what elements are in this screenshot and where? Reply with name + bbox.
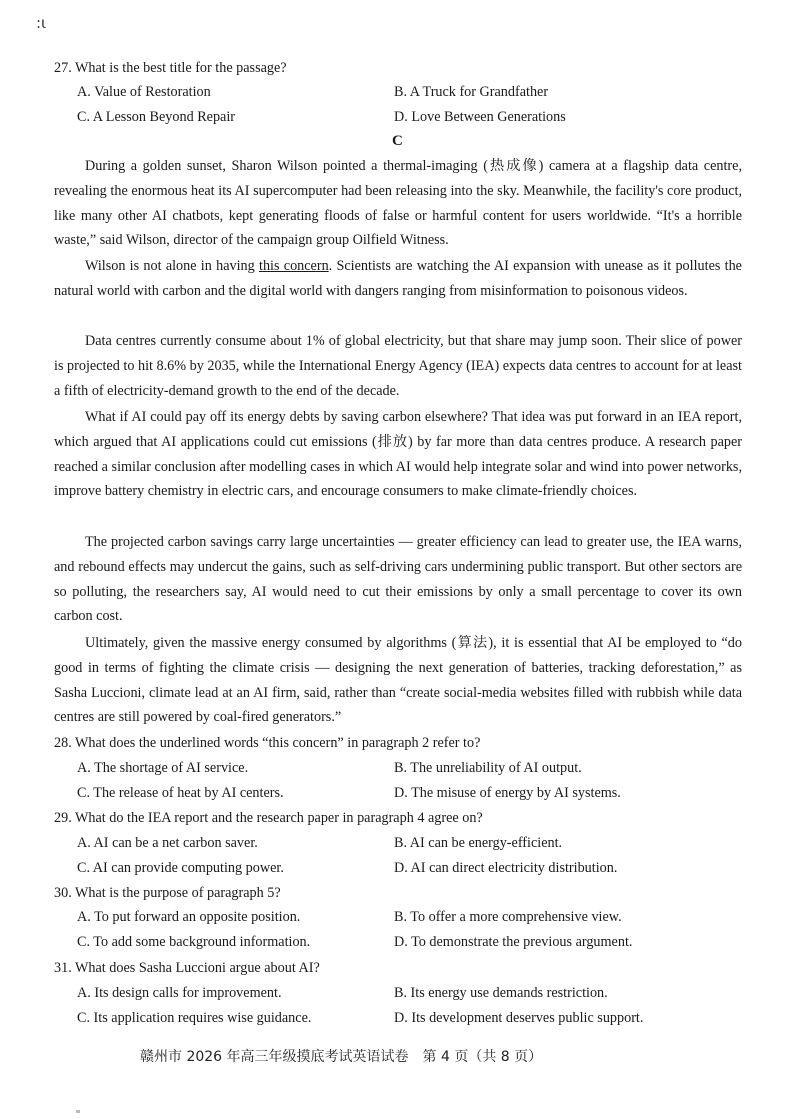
question-28: 28. What does the underlined words “this concern” in paragraph 2 refer to? (54, 735, 481, 751)
q28-option-d: D. The misuse of energy by AI systems. (394, 785, 621, 801)
q30-option-c: C. To add some background information. (77, 934, 311, 950)
q31-option-b: B. Its energy use demands restriction. (394, 985, 608, 1001)
question-29: 29. What do the IEA report and the research paper in paragraph 4 agree on? (54, 810, 483, 826)
question-27: 27. What is the best title for the passage? (54, 60, 287, 76)
q29-option-b: B. AI can be energy-efficient. (394, 835, 563, 851)
q30-option-d: D. To demonstrate the previous argument. (394, 934, 633, 950)
q31-option-c: C. Its application requires wise guidance. (77, 1010, 312, 1026)
handwritten-mark: :ι (36, 14, 47, 32)
passage-paragraph-3: Data centres currently consume about 1% of global electricity, but that share may jump soon. Their slice of power is projected to hit 8.6% by 2035, while the International Energy Agency (IEA) expects data centres to account for at least a fifth of electricity-demand growth to the end of the decade. (54, 333, 742, 399)
q29-option-d: D. AI can direct electricity distribution. (394, 860, 618, 876)
q30-option-a: A. To put forward an opposite position. (77, 909, 301, 925)
q28-option-b: B. The unreliability of AI output. (394, 760, 582, 776)
question-31: 31. What does Sasha Luccioni argue about AI? (54, 960, 320, 976)
q29-option-a: A. AI can be a net carbon saver. (77, 835, 258, 851)
q29-option-c: C. AI can provide computing power. (77, 860, 284, 876)
q31-option-a: A. Its design calls for improvement. (77, 985, 282, 1001)
question-30: 30. What is the purpose of paragraph 5? (54, 885, 281, 901)
p2-text-before: Wilson is not alone in having (85, 258, 259, 274)
passage-paragraph-6: Ultimately, given the massive energy consumed by algorithms (算法), it is essential that AI be employed to “do good in terms of fighting the climate crisis — designing the next generation of batteries, tracking deforestation,” as Sasha Luccioni, climate lead at an AI firm, said, rather than “create social-media websites filled with rubbish while data centres are still powered by coal-fired generators.” (54, 635, 742, 726)
passage-paragraph-2 (54, 254, 742, 304)
passage-paragraph-1: During a golden sunset, Sharon Wilson pointed a thermal-imaging (热成像) camera at a flagship data centre, revealing the enormous heat its AI supercomputer had been releasing into the sky. Meanwhile, the facility's core product, like many other AI chatbots, kept generating floods of false or harmful content for users worldwide. “It's a horrible waste,” said Wilson, director of the campaign group Oilfield Witness. (54, 158, 742, 249)
passage-paragraph-5: The projected carbon savings carry large uncertainties — greater efficiency can lead to greater use, the IEA warns, and rebound effects may undercut the gains, such as self-driving cars undermining public transport. But other sectors are so polluting, the researchers say, AI would need to cut their emissions by only a small percentage to cover its own carbon cost. (54, 534, 742, 625)
q28-option-c: C. The release of heat by AI centers. (77, 785, 284, 801)
q28-option-a: A. The shortage of AI service. (77, 760, 249, 776)
q31-option-d: D. Its development deserves public support. (394, 1010, 644, 1026)
q30-option-b: B. To offer a more comprehensive view. (394, 909, 622, 925)
q27-option-c: C. A Lesson Beyond Repair (77, 109, 236, 125)
page-footer: 赣州市 2026 年高三年级摸底考试英语试卷 第 4 页（共 8 页） (140, 1049, 543, 1065)
underlined-phrase: this concern (259, 258, 329, 274)
q27-option-a: A. Value of Restoration (77, 84, 211, 100)
q27-option-d: D. Love Between Generations (394, 109, 566, 125)
passage-paragraph-4: What if AI could pay off its energy debts by saving carbon elsewhere? That idea was put forward in an IEA report, which argued that AI applications could cut emissions (排放) by far more than data centres produce. A research paper reached a similar conclusion after modelling cases in which AI would help integrate solar and wind into power networks, improve battery chemistry in electric cars, and encourage consumers to make climate-friendly choices. (54, 409, 742, 500)
q27-option-b: B. A Truck for Grandfather (394, 84, 549, 100)
p2-text-after: . Scientists are watching the AI expansion with unease as it pollutes the natural world with carbon and the digital world with dangers ranging from misinformation to poisonous videos. (54, 258, 742, 299)
scan-speck (76, 1110, 80, 1113)
section-label: C (392, 133, 403, 149)
